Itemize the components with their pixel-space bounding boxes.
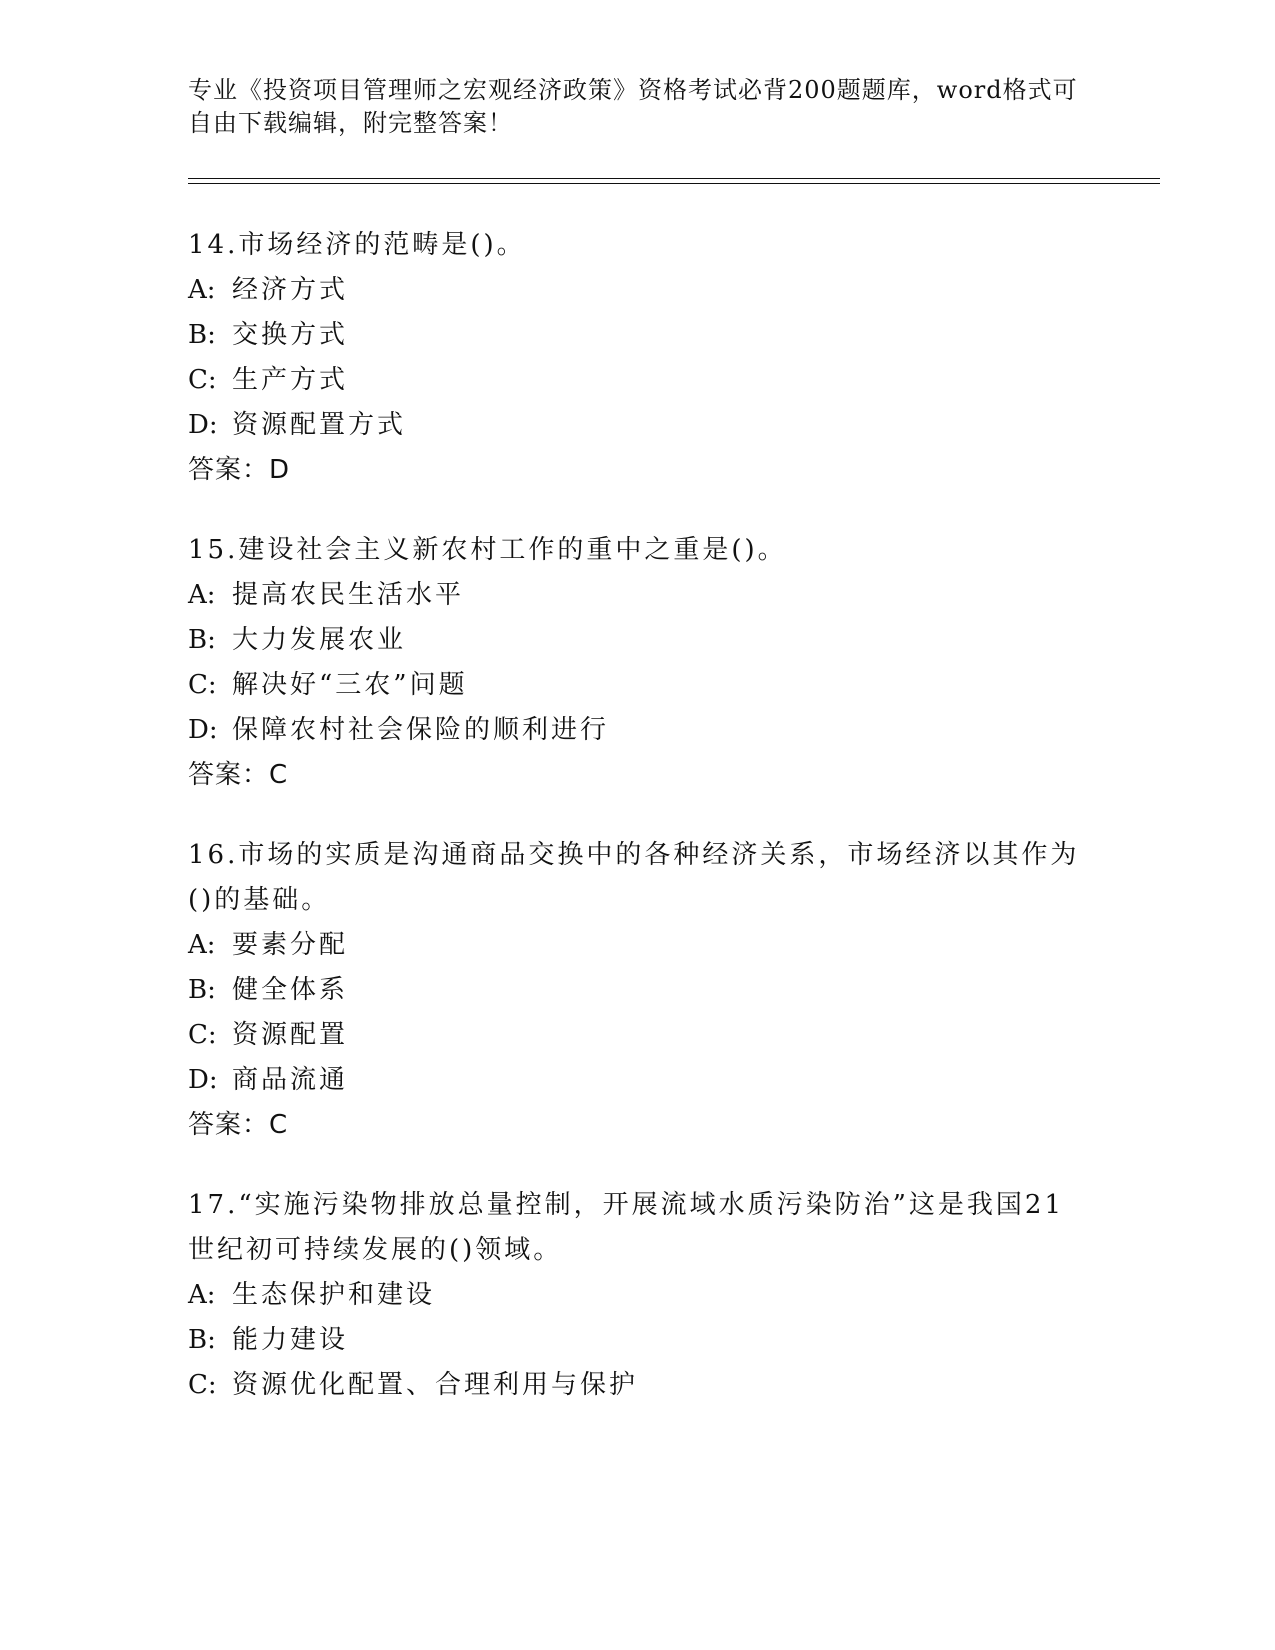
option-label: B: <box>188 975 216 1005</box>
option-text: 生产方式 <box>232 365 349 395</box>
option-label: C: <box>188 1020 217 1050</box>
option-text: 保障农村社会保险的顺利进行 <box>232 715 610 745</box>
question-stem-continued: ()的基础。 <box>188 885 331 915</box>
answer-label: 答案： <box>188 760 270 790</box>
header-divider-bottom <box>188 183 1160 184</box>
option-text: 资源配置方式 <box>232 410 407 440</box>
option-label: B: <box>188 320 216 350</box>
option-label: B: <box>188 625 216 655</box>
option-text: 提高农民生活水平 <box>232 580 465 610</box>
option-c <box>188 1363 1088 1408</box>
option-text: 生态保护和建设 <box>232 1280 436 1310</box>
option-c <box>188 663 1088 708</box>
question-14 <box>188 223 1088 493</box>
option-label: C: <box>188 1370 217 1400</box>
option-label: A: <box>188 1280 216 1310</box>
option-c <box>188 358 1088 403</box>
header-line-2: 自由下载编辑，附完整答案！ <box>188 109 513 137</box>
option-a <box>188 573 1088 618</box>
option-text: 健全体系 <box>232 975 349 1005</box>
option-text: 要素分配 <box>232 930 349 960</box>
question-15 <box>188 528 1088 798</box>
option-a <box>188 923 1088 968</box>
question-stem: 16.市场的实质是沟通商品交换中的各种经济关系，市场经济以其作为 <box>188 840 1080 870</box>
option-label: B: <box>188 1325 216 1355</box>
answer-line <box>188 753 1088 798</box>
option-b <box>188 313 1088 358</box>
option-a <box>188 1273 1088 1318</box>
option-label: D: <box>188 715 218 745</box>
option-text: 解决好“三农”问题 <box>232 670 468 700</box>
option-text: 能力建设 <box>232 1325 349 1355</box>
option-text: 大力发展农业 <box>232 625 407 655</box>
option-b <box>188 1318 1088 1363</box>
question-stem-continued: 世纪初可持续发展的()领域。 <box>188 1235 563 1265</box>
option-text: 资源配置 <box>232 1020 349 1050</box>
question-17 <box>188 1183 1088 1408</box>
option-b <box>188 968 1088 1013</box>
question-stem: 14.市场经济的范畴是()。 <box>188 230 526 260</box>
option-a <box>188 268 1088 313</box>
option-d <box>188 403 1088 448</box>
option-label: A: <box>188 275 216 305</box>
option-label: C: <box>188 365 217 395</box>
question-stem: 15.建设社会主义新农村工作的重中之重是()。 <box>188 535 787 565</box>
header-divider-top <box>188 178 1160 179</box>
answer-label: 答案： <box>188 1110 270 1140</box>
header-line-1: 专业《投资项目管理师之宏观经济政策》资格考试必背200题题库，word格式可 <box>188 76 1078 104</box>
question-stem: 17.“实施污染物排放总量控制，开展流域水质污染防治”这是我国21 <box>188 1190 1065 1220</box>
option-b <box>188 618 1088 663</box>
option-c <box>188 1013 1088 1058</box>
option-d <box>188 708 1088 753</box>
question-16 <box>188 833 1088 1148</box>
answer-value: C <box>269 760 289 790</box>
answer-line <box>188 1103 1088 1148</box>
option-text: 商品流通 <box>232 1065 349 1095</box>
answer-label: 答案： <box>188 455 270 485</box>
answer-value: C <box>269 1110 289 1140</box>
option-label: D: <box>188 410 218 440</box>
option-label: D: <box>188 1065 218 1095</box>
answer-line <box>188 448 1088 493</box>
answer-value: D <box>269 455 291 485</box>
option-label: A: <box>188 930 216 960</box>
option-d <box>188 1058 1088 1103</box>
option-text: 交换方式 <box>232 320 349 350</box>
document-header <box>188 74 1078 140</box>
option-text: 资源优化配置、合理利用与保护 <box>232 1370 639 1400</box>
option-label: C: <box>188 670 217 700</box>
option-text: 经济方式 <box>232 275 349 305</box>
option-label: A: <box>188 580 216 610</box>
